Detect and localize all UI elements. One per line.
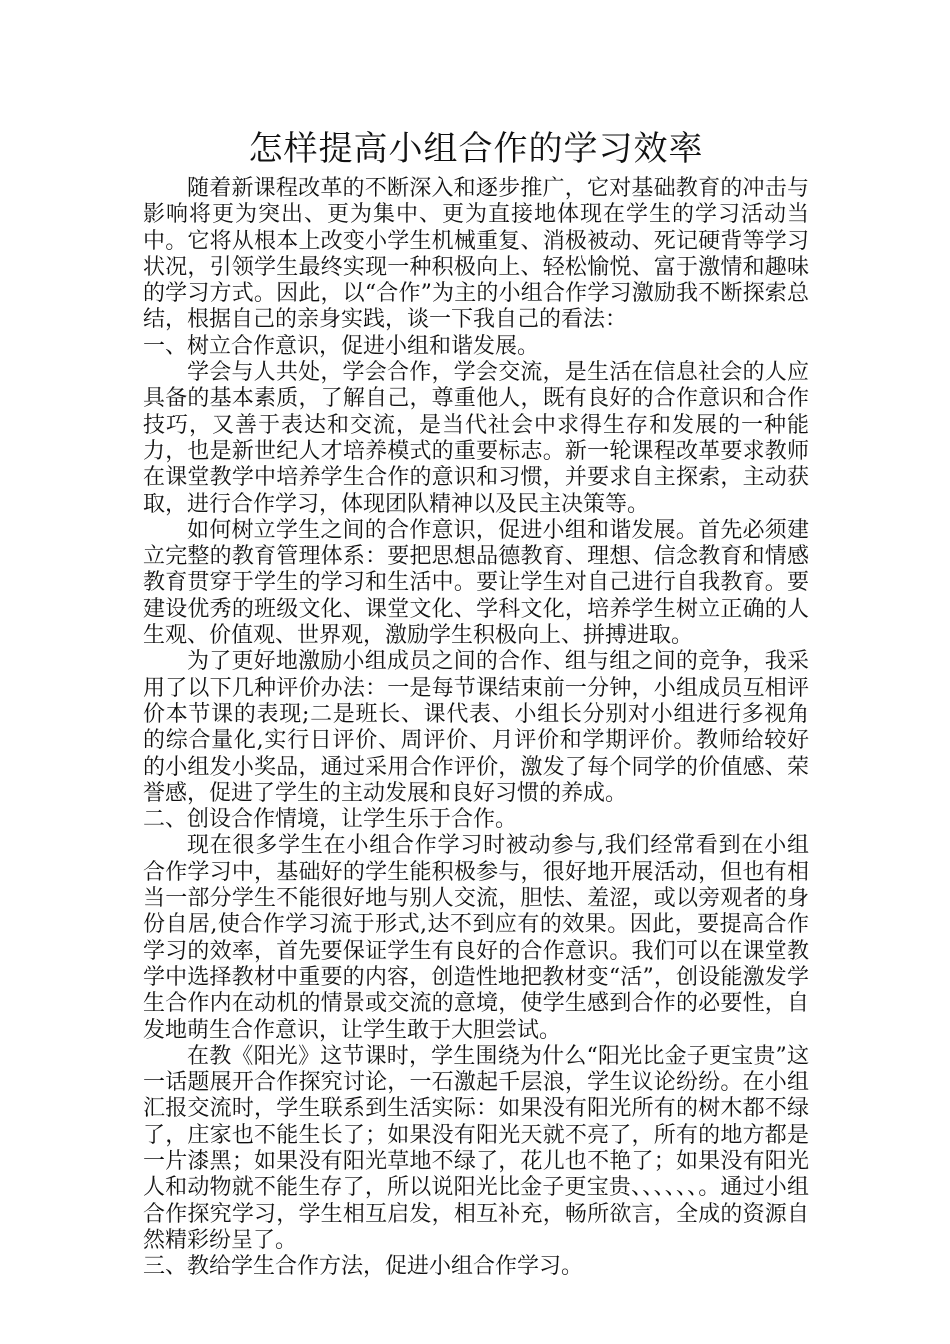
document-title: 怎样提高小组合作的学习效率	[248, 129, 704, 169]
section-heading-1: 一、树立合作意识，促进小组和谐发展。	[143, 333, 540, 359]
section-heading-3: 三、教给学生合作方法，促进小组合作学习。	[143, 1254, 584, 1280]
intro-paragraph: 随着新课程改革的不断深入和逐步推广，它对基础教育的冲击与影响将更为突出、更为集中、更为直接地体现在学生的学习活动当中。它将从根本上改变小学生机械重复、消极被动、死记硬背等学习状况，引领学生最终实现一种积极向上、轻松愉悦、富于激情和趣味的学习方式。因此，以“合作”为主的小组合作学习激励我不断探索总结，根据自己的亲身实践，谈一下我自己的看法：	[143, 176, 809, 333]
section-2-paragraph-1: 现在很多学生在小组合作学习时被动参与,我们经常看到在小组合作学习中，基础好的学生能积极参与，很好地开展活动，但也有相当一部分学生不能很好地与别人交流，胆怯、羞涩，或以旁观者的身份自居,使合作学习流于形式,达不到应有的效果。因此，要提高合作学习的效率，首先要保证学生有良好的合作意识。我们可以在课堂教学中选择教材中重要的内容，创造性地把教材变“活”，创设能激发学生合作内在动机的情景或交流的意境，使学生感到合作的必要性，自发地萌生合作意识，让学生敢于大胆尝试。	[143, 833, 809, 1043]
section-2-paragraph-2: 在教《阳光》这节课时，学生围绕为什么“阳光比金子更宝贵”这一话题展开合作探究讨论，一石激起千层浪，学生议论纷纷。在小组汇报交流时，学生联系到生活实际：如果没有阳光所有的树木都不绿了，庄家也不能生长了；如果没有阳光天就不亮了，所有的地方都是一片漆黑；如果没有阳光草地不绿了，花儿也不艳了；如果没有阳光人和动物就不能生存了，所以说阳光比金子更宝贵、、、、、、。通过小组合作探究学习，学生相互启发，相互补充，畅所欲言，全成的资源自然精彩纷呈了。	[143, 1043, 809, 1253]
section-1-paragraph-2: 如何树立学生之间的合作意识，促进小组和谐发展。首先必须建立完整的教育管理体系：要把思想品德教育、理想、信念教育和情感教育贯穿于学生的学习和生活中。要让学生对自己进行自我教育。要建设优秀的班级文化、课堂文化、学科文化，培养学生树立正确的人生观、价值观、世界观，激励学生积极向上、拼搏进取。	[143, 517, 809, 649]
section-heading-2: 二、创设合作情境，让学生乐于合作。	[143, 807, 518, 833]
section-1-paragraph-1: 学会与人共处，学会合作，学会交流，是生活在信息社会的人应具备的基本素质，了解自己，尊重他人，既有良好的合作意识和合作技巧，又善于表达和交流，是当代社会中求得生存和发展的一种能力，也是新世纪人才培养模式的重要标志。新一轮课程改革要求教师在课堂教学中培养学生合作的意识和习惯，并要求自主探索，主动获取，进行合作学习，体现团队精神以及民主决策等。	[143, 360, 809, 517]
section-1-paragraph-3: 为了更好地激励小组成员之间的合作、组与组之间的竞争，我采用了以下几种评价办法：一是每节课结束前一分钟，小组成员互相评价本节课的表现;二是班长、课代表、小组长分别对小组进行多视角的综合量化,实行日评价、周评价、月评价和学期评价。教师给较好的小组发小奖品，通过采用合作评价，激发了每个同学的价值感、荣誉感，促进了学生的主动发展和良好习惯的养成。	[143, 649, 809, 806]
document-body	[143, 122, 809, 1280]
